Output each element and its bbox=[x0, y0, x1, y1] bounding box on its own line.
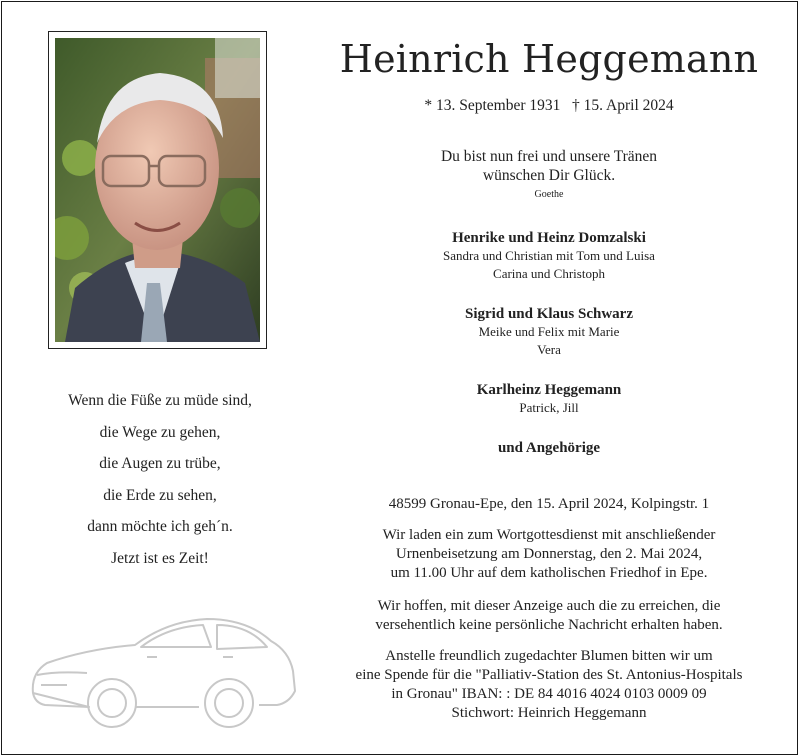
car-icon bbox=[27, 611, 301, 731]
donation-line: Anstelle freundlich zugedachter Blumen bitten wir um bbox=[385, 648, 713, 664]
notice-line: Wir hoffen, mit dieser Anzeige auch die zu erreichen, die bbox=[377, 598, 721, 614]
family-group bbox=[319, 229, 779, 283]
death-date: † 15. April 2024 bbox=[572, 97, 674, 114]
donation-line: in Gronau" IBAN: : DE 84 4016 4024 0103 0009 09 bbox=[391, 686, 707, 702]
deceased-name: Heinrich Heggemann bbox=[339, 37, 759, 81]
family-line: Patrick, Jill bbox=[519, 400, 579, 415]
notice-text bbox=[319, 597, 779, 635]
service-line: Wir laden ein zum Wortgottesdienst mit anschließender bbox=[382, 527, 716, 543]
poem-line: Jetzt ist es Zeit! bbox=[111, 549, 209, 567]
family-line: Sandra und Christian mit Tom und Luisa bbox=[443, 248, 655, 263]
family-heading: Sigrid und Klaus Schwarz bbox=[465, 306, 633, 322]
donation-line: Stichwort: Heinrich Heggemann bbox=[451, 705, 647, 721]
donation-line: eine Spende für die "Palliativ-Station des St. Antonius-Hospitals bbox=[355, 667, 743, 683]
relatives-label: und Angehörige bbox=[497, 440, 601, 456]
poem-line: Wenn die Füße zu müde sind, bbox=[68, 392, 252, 409]
life-dates bbox=[319, 97, 779, 115]
family-line: Meike und Felix mit Marie bbox=[478, 324, 620, 339]
quote-line: wünschen Dir Glück. bbox=[482, 167, 616, 184]
portrait-frame bbox=[48, 31, 267, 349]
obituary-frame bbox=[1, 1, 798, 755]
poem-line: dann möchte ich geh´n. bbox=[87, 518, 233, 535]
service-line: Urnenbeisetzung am Donnerstag, den 2. Mai 2024, bbox=[395, 546, 703, 562]
poem-line: die Wege zu gehen, bbox=[99, 423, 221, 441]
poem-line: die Erde zu sehen, bbox=[103, 486, 217, 504]
quote bbox=[319, 147, 779, 185]
poem bbox=[21, 385, 299, 574]
family-line: Vera bbox=[537, 342, 561, 357]
notice-line: versehentlich keine persönliche Nachricht erhalten haben. bbox=[375, 617, 723, 633]
birth-date: * 13. September 1931 bbox=[424, 97, 561, 114]
quote-line: Du bist nun frei und unsere Tränen bbox=[440, 148, 658, 165]
relatives bbox=[319, 439, 779, 457]
portrait-photo bbox=[55, 38, 260, 342]
family-group bbox=[319, 305, 779, 359]
donation-text bbox=[319, 647, 779, 723]
service-text bbox=[319, 526, 779, 583]
family-heading: Henrike und Heinz Domzalski bbox=[452, 230, 646, 246]
family-line: Carina und Christoph bbox=[493, 266, 605, 281]
family-heading: Karlheinz Heggemann bbox=[476, 382, 622, 398]
family-group bbox=[319, 381, 779, 417]
service-line: um 11.00 Uhr auf dem katholischen Friedhof in Epe. bbox=[390, 565, 708, 581]
poem-line: die Augen zu trübe, bbox=[99, 455, 221, 472]
quote-author: Goethe bbox=[534, 189, 564, 200]
address-line: 48599 Gronau-Epe, den 15. April 2024, Kolpingstr. 1 bbox=[388, 496, 710, 512]
